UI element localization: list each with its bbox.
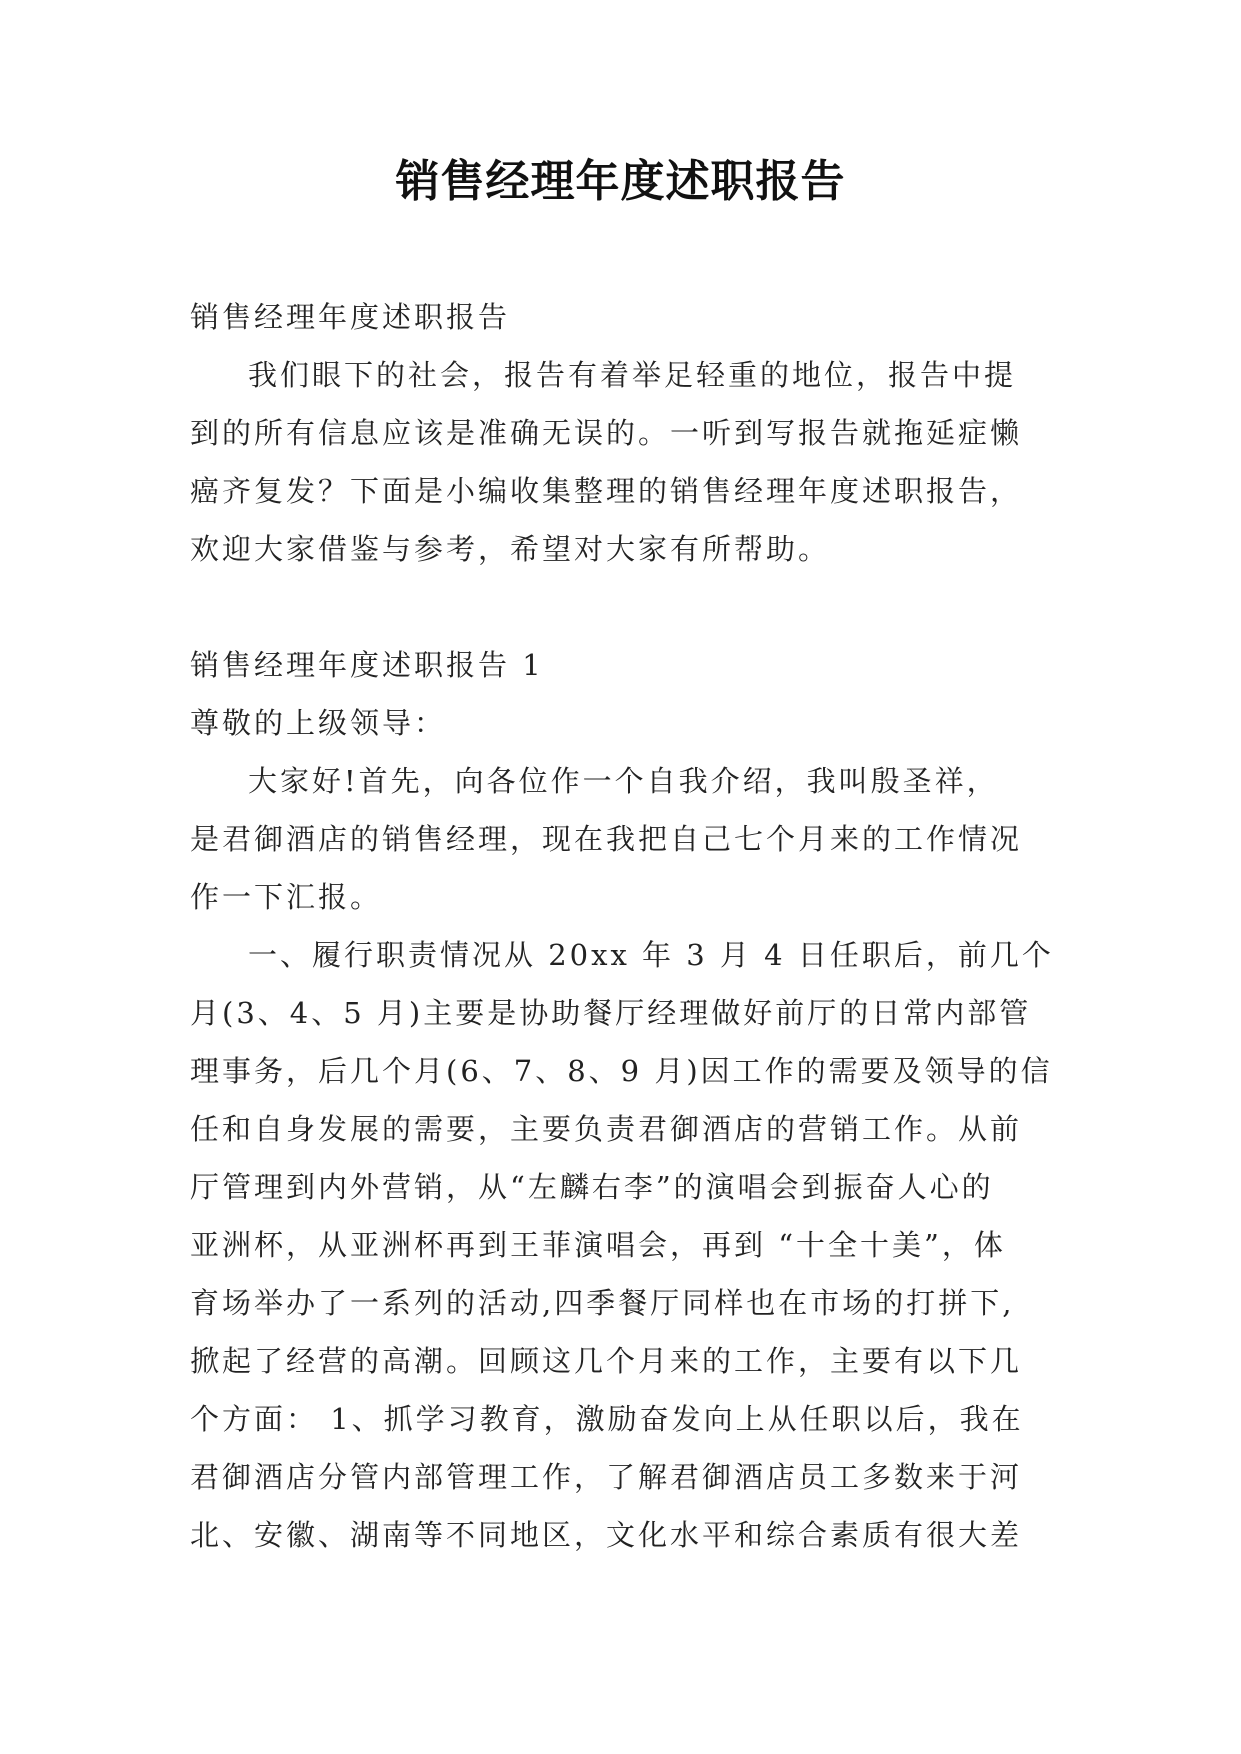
- intro-paragraph: [190, 346, 1070, 578]
- greeting-line: 大家好!首先，向各位作一个自我介绍，我叫殷圣祥，: [248, 764, 999, 798]
- body-line: 任和自身发展的需要，主要负责君御酒店的营销工作。从前: [190, 1112, 1023, 1146]
- body-paragraph: [190, 926, 1070, 1564]
- body-line: 亚洲杯，从亚洲杯再到王菲演唱会，再到 “十全十美”，体: [190, 1228, 1006, 1262]
- body-line: 个方面： 1、抓学习教育，激励奋发向上从任职以后，我在: [190, 1402, 1024, 1436]
- body-line: 掀起了经营的高潮。回顾这几个月来的工作，主要有以下几: [190, 1344, 1023, 1378]
- greeting-paragraph: [190, 752, 1070, 926]
- document-title: 销售经理年度述职报告: [395, 156, 846, 207]
- intro-line: 癌齐复发？下面是小编收集整理的销售经理年度述职报告，: [190, 474, 1023, 508]
- section-heading: 销售经理年度述职报告 1: [190, 648, 544, 682]
- body-line: 君御酒店分管内部管理工作，了解君御酒店员工多数来于河: [190, 1460, 1023, 1494]
- greeting-line: 作一下汇报。: [190, 880, 383, 914]
- intro-line: 到的所有信息应该是准确无误的。一听到写报告就拖延症懒: [190, 416, 1023, 450]
- document-subtitle: 销售经理年度述职报告: [190, 300, 511, 334]
- intro-line: 欢迎大家借鉴与参考，希望对大家有所帮助。: [190, 532, 831, 566]
- body-line: 理事务，后几个月(6、7、8、9 月)因工作的需要及领导的信: [190, 1054, 1053, 1088]
- greeting-line: 是君御酒店的销售经理，现在我把自己七个月来的工作情况: [190, 822, 1023, 856]
- salutation: 尊敬的上级领导：: [190, 706, 447, 740]
- body-line: 育场举办了一系列的活动,四季餐厅同样也在市场的打拼下,: [190, 1286, 1015, 1320]
- intro-line: 我们眼下的社会，报告有着举足轻重的地位，报告中提: [248, 358, 1017, 392]
- body-line: 北、安徽、湖南等不同地区，文化水平和综合素质有很大差: [190, 1518, 1023, 1552]
- document-body: [190, 288, 1070, 1564]
- body-line: 一、履行职责情况从 20xx 年 3 月 4 日任职后，前几个: [248, 938, 1054, 972]
- body-line: 月(3、4、5 月)主要是协助餐厅经理做好前厅的日常内部管: [190, 996, 1032, 1030]
- body-line: 厅管理到内外营销，从“左麟右李”的演唱会到振奋人心的: [190, 1170, 994, 1204]
